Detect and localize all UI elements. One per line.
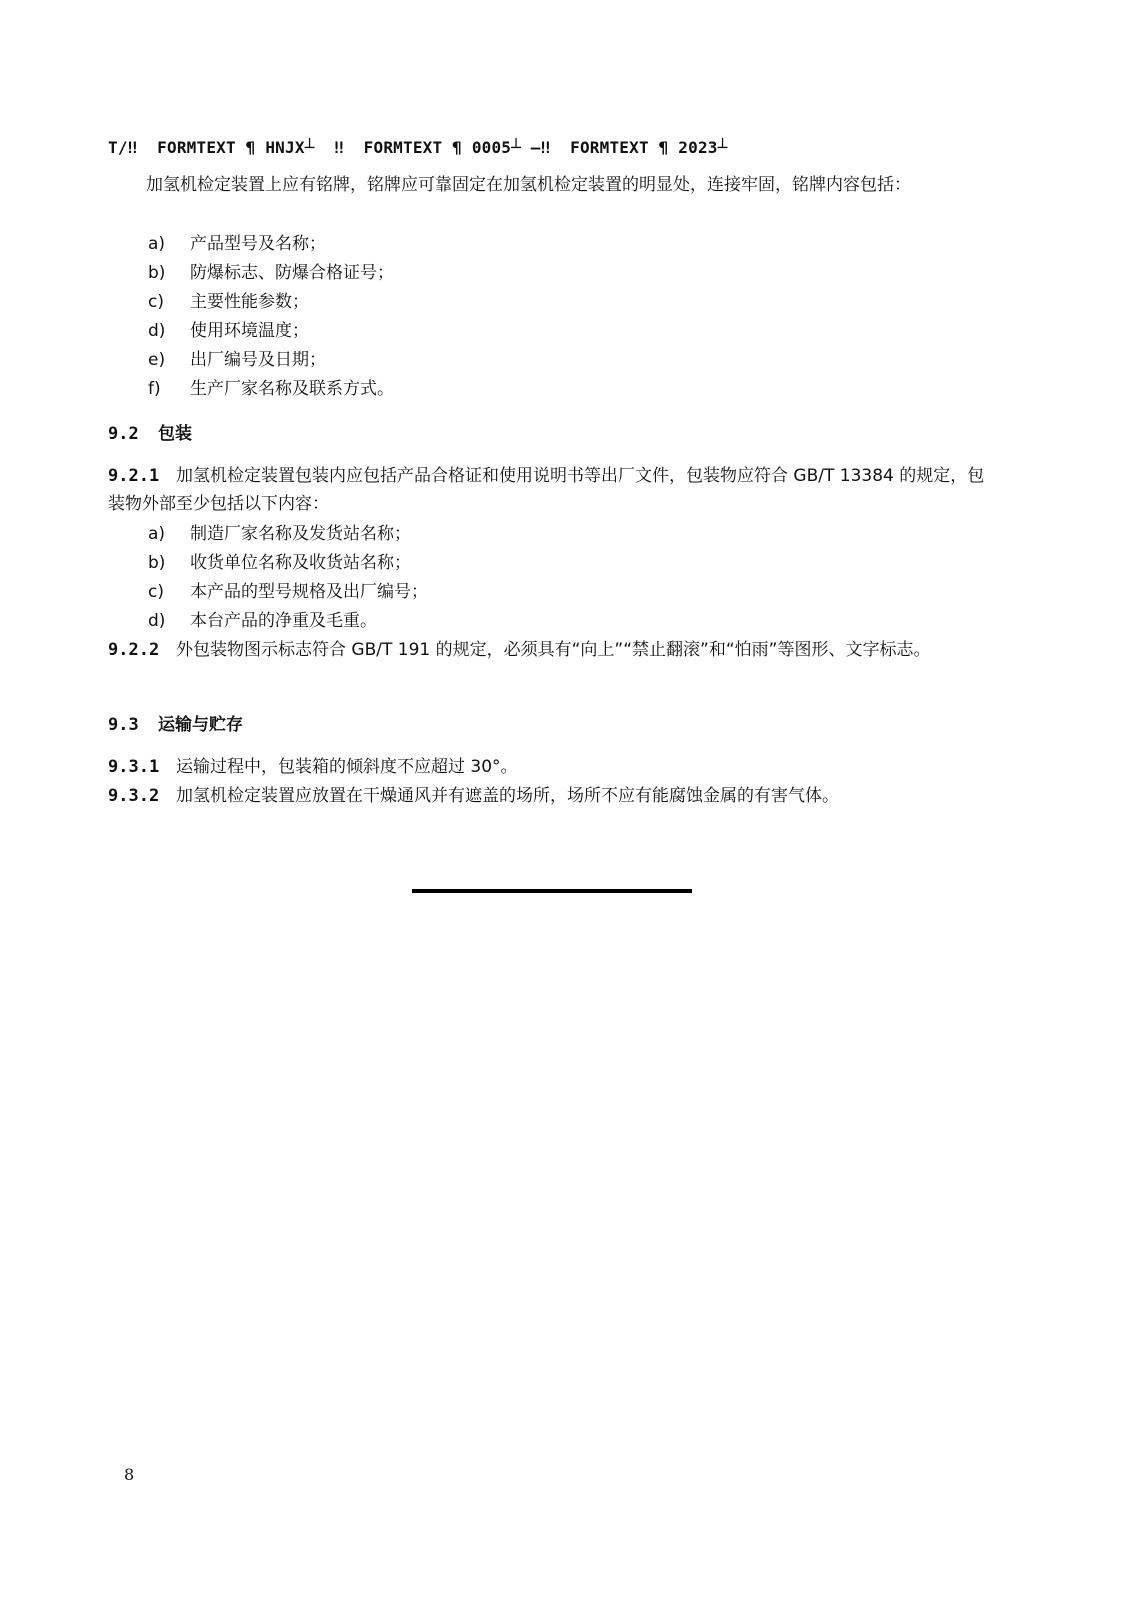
list-item-text: 使用环境温度；	[190, 321, 309, 341]
section-title: 包装	[158, 424, 192, 444]
list-item	[148, 317, 309, 345]
clause-9-2-2	[108, 636, 998, 664]
clause-9-3-2	[108, 782, 998, 810]
section-heading-9-3	[108, 711, 243, 739]
list-marker: d)	[148, 321, 166, 341]
list-marker: b)	[148, 553, 166, 573]
clause-number: 9.2.1	[108, 466, 160, 486]
list-marker: b)	[148, 263, 166, 283]
section-heading-9-2	[108, 420, 192, 448]
clause-text: 加氢机检定装置应放置在干燥通风并有遮盖的场所，场所不应有能腐蚀金属的有害气体。	[176, 786, 839, 806]
list-marker: a)	[148, 524, 166, 544]
list-marker: c)	[148, 292, 164, 312]
list-marker: a)	[148, 234, 166, 254]
list-item	[148, 520, 411, 548]
list-item	[148, 230, 326, 258]
list-item-text: 生产厂家名称及联系方式。	[190, 379, 394, 399]
clause-text: 加氢机检定装置包装内应包括产品合格证和使用说明书等出厂文件，包装物应符合 GB/T 13384 的规定，包装物外部至少包括以下内容：	[108, 466, 985, 514]
list-marker: f)	[148, 379, 161, 399]
list-item-text: 主要性能参数；	[190, 292, 309, 312]
clause-9-2-1	[108, 462, 998, 518]
nameplate-intro-paragraph: 加氢机检定装置上应有铭牌，铭牌应可靠固定在加氢机检定装置的明显处，连接牢固，铭牌内容包括：	[146, 175, 911, 195]
clause-number: 9.3.1	[108, 757, 160, 777]
clause-number: 9.3.2	[108, 786, 160, 806]
list-item-text: 出厂编号及日期；	[190, 350, 326, 370]
list-marker: d)	[148, 611, 166, 631]
list-item-text: 防爆标志、防爆合格证号；	[190, 263, 394, 283]
section-number: 9.3	[108, 715, 139, 735]
list-item-text: 产品型号及名称；	[190, 234, 326, 254]
list-item	[148, 375, 394, 403]
list-item	[148, 578, 428, 606]
list-item-text: 本台产品的净重及毛重。	[190, 611, 377, 631]
list-item	[148, 288, 309, 316]
clause-text: 外包装物图示标志符合 GB/T 191 的规定，必须具有“向上”“禁止翻滚”和“怕雨”等图形、文字标志。	[176, 640, 931, 660]
clause-text: 运输过程中，包装箱的倾斜度不应超过 30°。	[176, 757, 518, 777]
list-item-text: 制造厂家名称及发货站名称；	[190, 524, 411, 544]
clause-number: 9.2.2	[108, 640, 160, 660]
end-of-document-rule	[412, 889, 692, 893]
list-item-text: 本产品的型号规格及出厂编号；	[190, 582, 428, 602]
section-number: 9.2	[108, 424, 139, 444]
list-item	[148, 346, 326, 374]
section-title: 运输与贮存	[158, 715, 243, 735]
list-item	[148, 259, 394, 287]
clause-9-3-1	[108, 753, 998, 781]
document-header-code: T/‼ FORMTEXT ¶ HNJX┴ ‼ FORMTEXT ¶ 0005┴ —‼ FORMTEXT ¶ 2023┴	[108, 138, 728, 157]
list-item	[148, 549, 411, 577]
list-marker: c)	[148, 582, 164, 602]
page-number: 8	[124, 1465, 135, 1484]
list-marker: e)	[148, 350, 166, 370]
list-item-text: 收货单位名称及收货站名称；	[190, 553, 411, 573]
list-item	[148, 607, 377, 635]
